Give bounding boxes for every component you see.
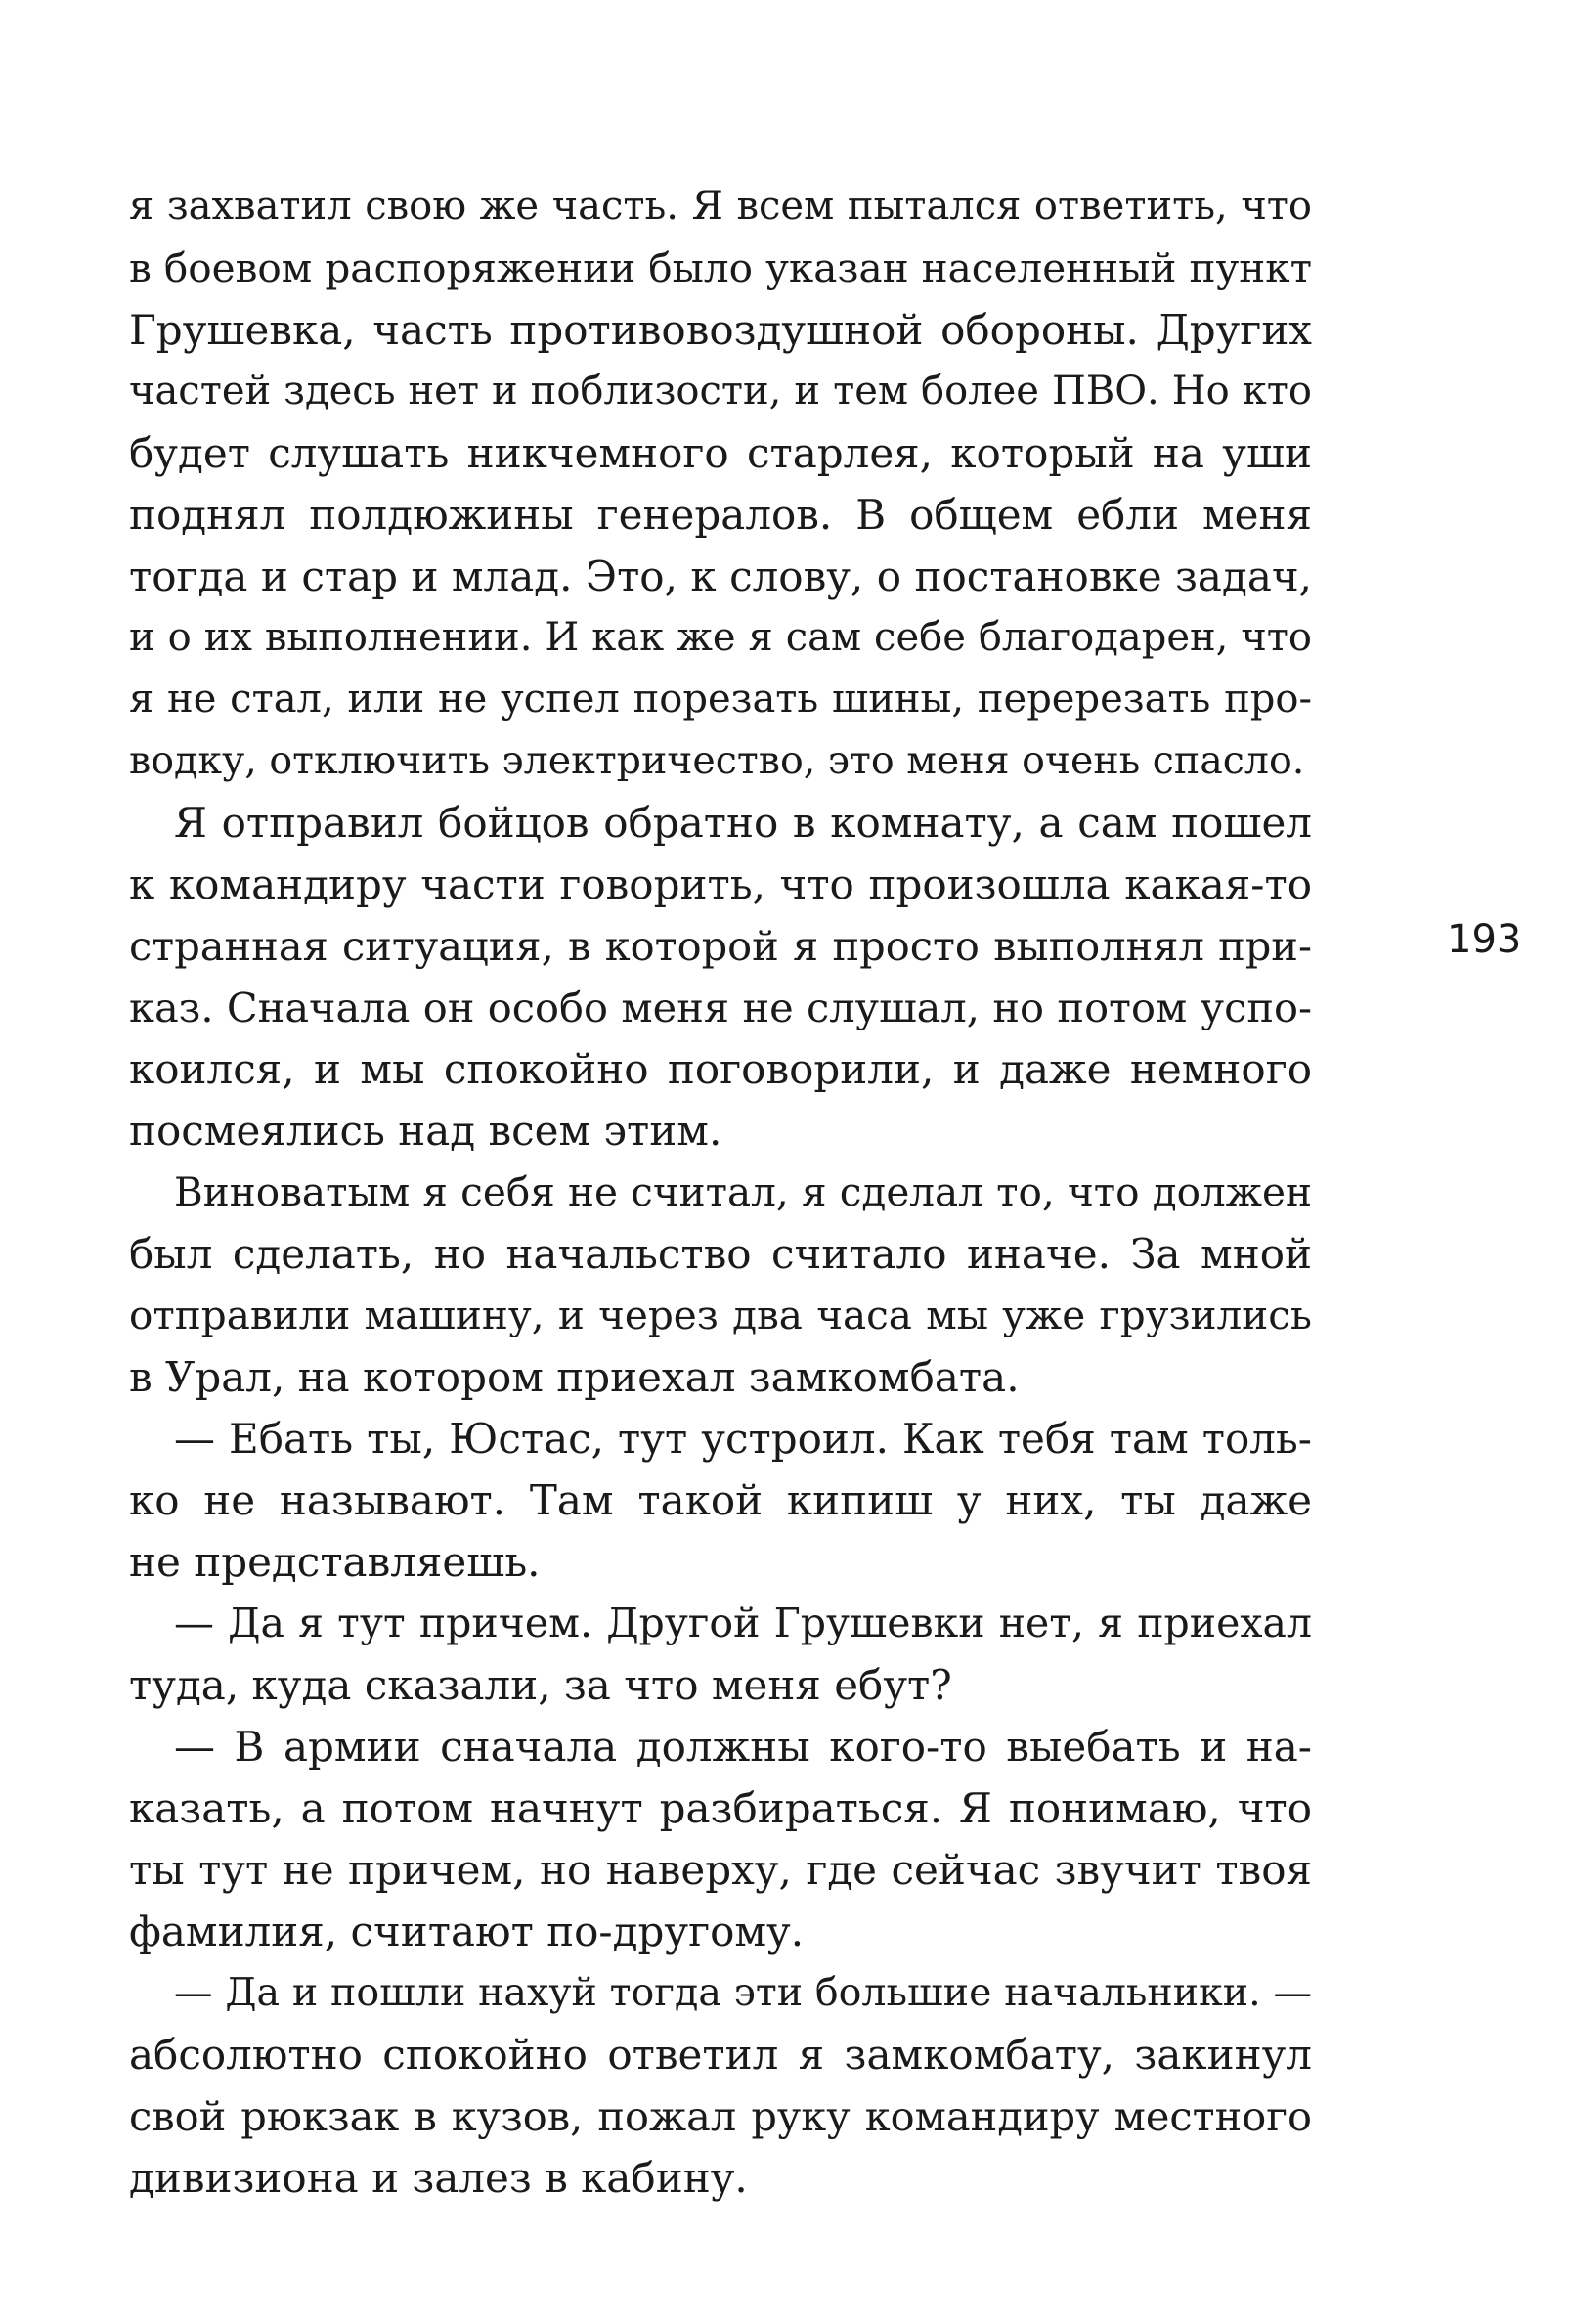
text-line: Я отправил бойцов обратно в комнату, а сам пошел (174, 799, 1312, 847)
text-line: будет слушать никчемного старлея, который на уши (129, 429, 1312, 477)
text-line: был сделать, но начальство считало иначе. За мной (129, 1230, 1312, 1278)
text-line: странная ситуация, в которой я просто выполнял при- (129, 922, 1312, 970)
text-line: — Да я тут причем. Другой Грушевки нет, я приехал (174, 1600, 1312, 1646)
text-line: туда, куда сказали, за что меня ебут? (129, 1661, 952, 1709)
text-line: Грушевка, часть противовоздушной обороны. Других (129, 306, 1312, 354)
text-line: я захватил свою же часть. Я всем пытался ответить, что (129, 184, 1312, 229)
text-line: каз. Сначала он особо меня не слушал, но потом успо- (129, 984, 1312, 1031)
page-number: 193 (1447, 917, 1522, 962)
text-line: — Да и пошли нахуй тогда эти большие начальники. — (174, 1970, 1312, 2015)
text-line: и о их выполнении. И как же я сам себе благодарен, что (129, 615, 1312, 660)
text-line: дивизиона и залез в кабину. (129, 2154, 748, 2202)
text-line: фамилия, считают по-другому. (129, 1907, 805, 1955)
text-line: Виноватым я себя не считал, я сделал то, что должен (174, 1168, 1312, 1215)
body-text (129, 176, 1312, 2209)
text-line: — В армии сначала должны кого-то выебать и на- (174, 1723, 1312, 1771)
text-line: посмеялись над всем этим. (129, 1107, 722, 1155)
text-line: частей здесь нет и поблизости, и тем более ПВО. Но кто (129, 369, 1312, 414)
text-line: ты тут не причем, но наверху, где сейчас звучит твоя (129, 1846, 1312, 1894)
text-line: ко не называют. Там такой кипиш у них, ты даже (129, 1476, 1312, 1524)
text-line: тогда и стар и млад. Это, к слову, о постановке задач, (129, 552, 1312, 600)
text-line: я не стал, или не успел порезать шины, перерезать про- (129, 677, 1312, 722)
text-line: абсолютно спокойно ответил я замкомбату, закинул (129, 2031, 1312, 2079)
text-line: в боевом распоряжении было указан населенный пункт (129, 244, 1312, 291)
text-line: в Урал, на котором приехал замкомбата. (129, 1353, 1020, 1401)
text-line: поднял полдюжины генералов. В общем ебли меня (129, 491, 1312, 539)
text-line: свой рюкзак в кузов, пожал руку командиру местного (129, 2092, 1312, 2140)
text-line: — Ебать ты, Юстас, тут устроил. Как тебя там толь- (174, 1415, 1312, 1463)
text-line: отправили машину, и через два часа мы уже грузились (129, 1292, 1312, 1338)
text-line: не представляешь. (129, 1538, 541, 1586)
text-line: казать, а потом начнут разбираться. Я понимаю, что (129, 1784, 1312, 1832)
text-line: коился, и мы спокойно поговорили, и даже немного (129, 1045, 1312, 1093)
text-line: водку, отключить электричество, это меня очень спасло. (129, 738, 1305, 783)
text-line: к командиру части говорить, что произошла какая-то (129, 860, 1312, 908)
